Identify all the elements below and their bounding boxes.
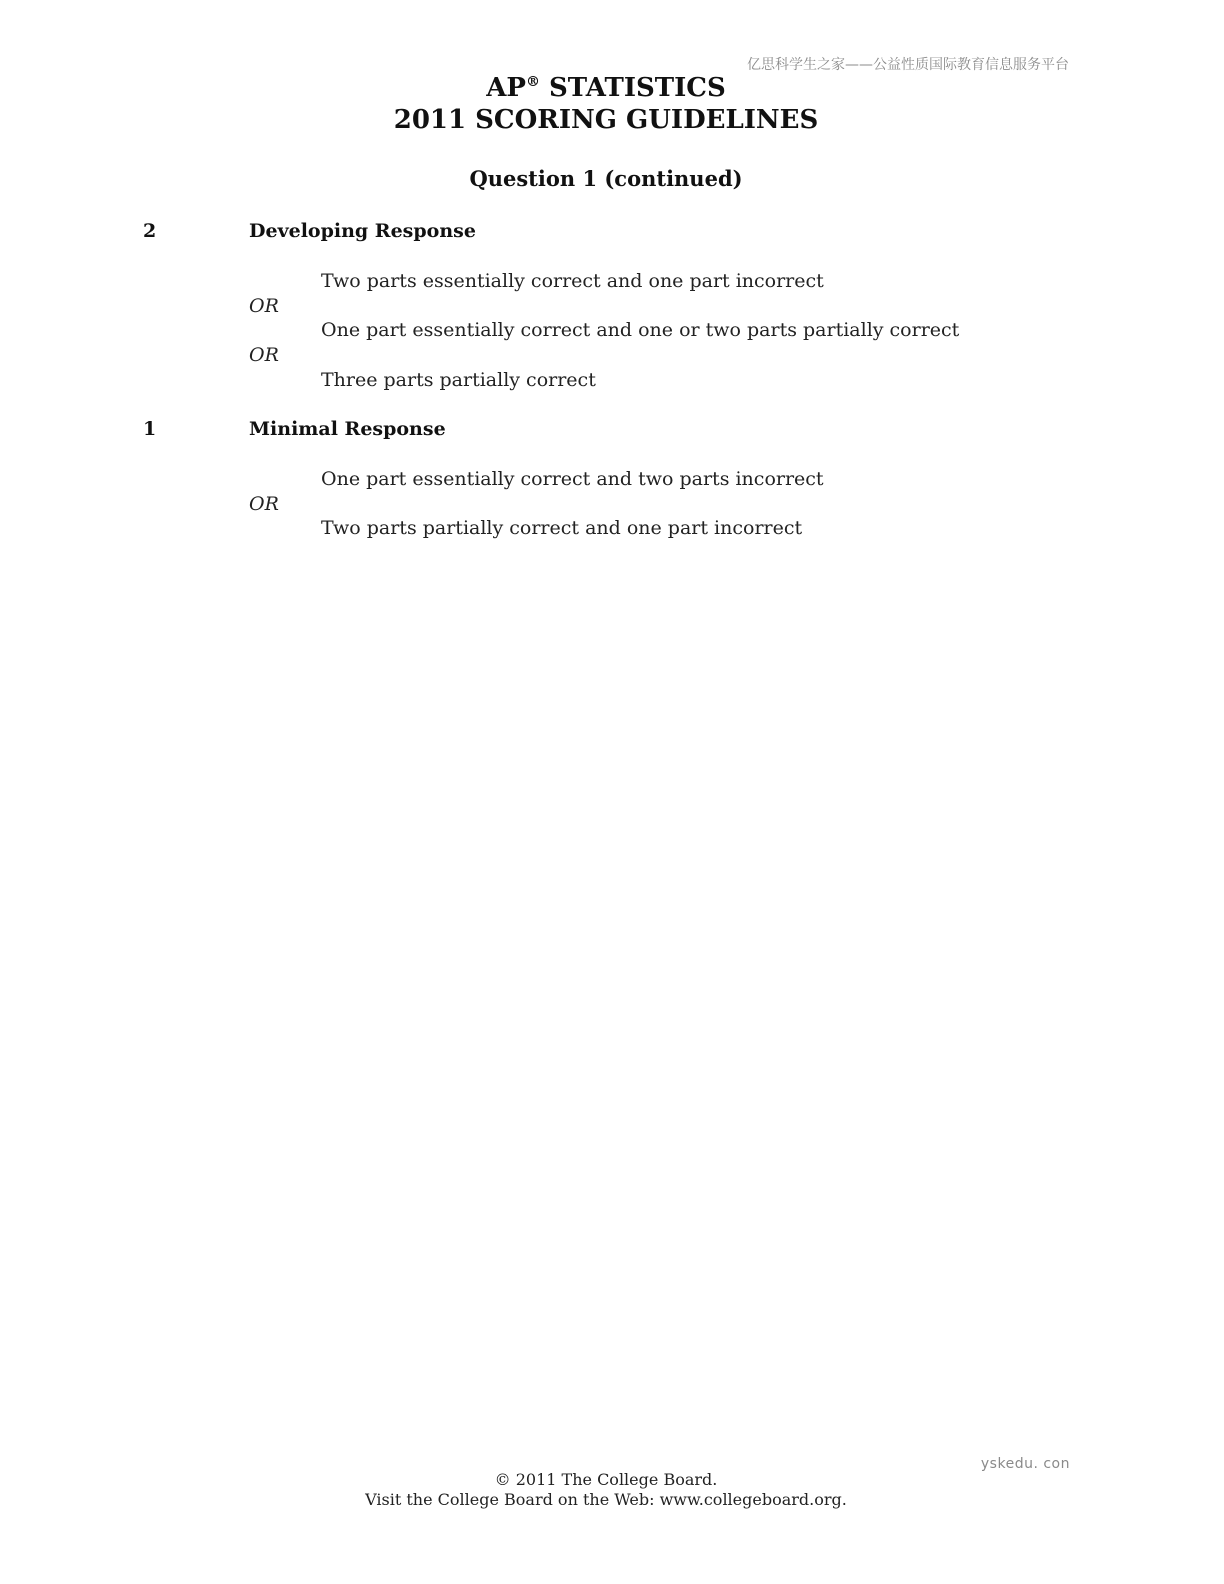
criterion-item: Two parts essentially correct and one part incorrect [321,270,824,292]
footer-copyright: © 2011 The College Board. [494,1470,718,1489]
criterion-item: One part essentially correct and two parts incorrect [321,468,824,490]
title-prefix: AP [486,73,526,103]
score-value: 2 [143,220,157,242]
title-suffix: STATISTICS [539,73,726,103]
registered-mark: ® [525,74,540,90]
document-subtitle: 2011 SCORING GUIDELINES [393,105,819,135]
criterion-item: Three parts partially correct [321,369,596,391]
or-separator: OR [249,295,279,317]
watermark-bottom: yskedu. con [980,1456,1070,1472]
level-heading: Developing Response [249,220,476,242]
score-value: 1 [143,418,157,440]
or-separator: OR [249,493,279,515]
level-heading: Minimal Response [249,418,446,440]
or-separator: OR [249,344,279,366]
document-title [0,72,1212,104]
criterion-item: Two parts partially correct and one part incorrect [321,517,803,539]
footer-visit-link: Visit the College Board on the Web: www.collegeboard.org. [365,1490,847,1509]
criterion-item: One part essentially correct and one or two parts partially correct [321,319,960,341]
question-title: Question 1 (continued) [469,166,743,191]
watermark-top: 亿思科学生之家——公益性质国际教育信息服务平台 [747,57,1069,73]
